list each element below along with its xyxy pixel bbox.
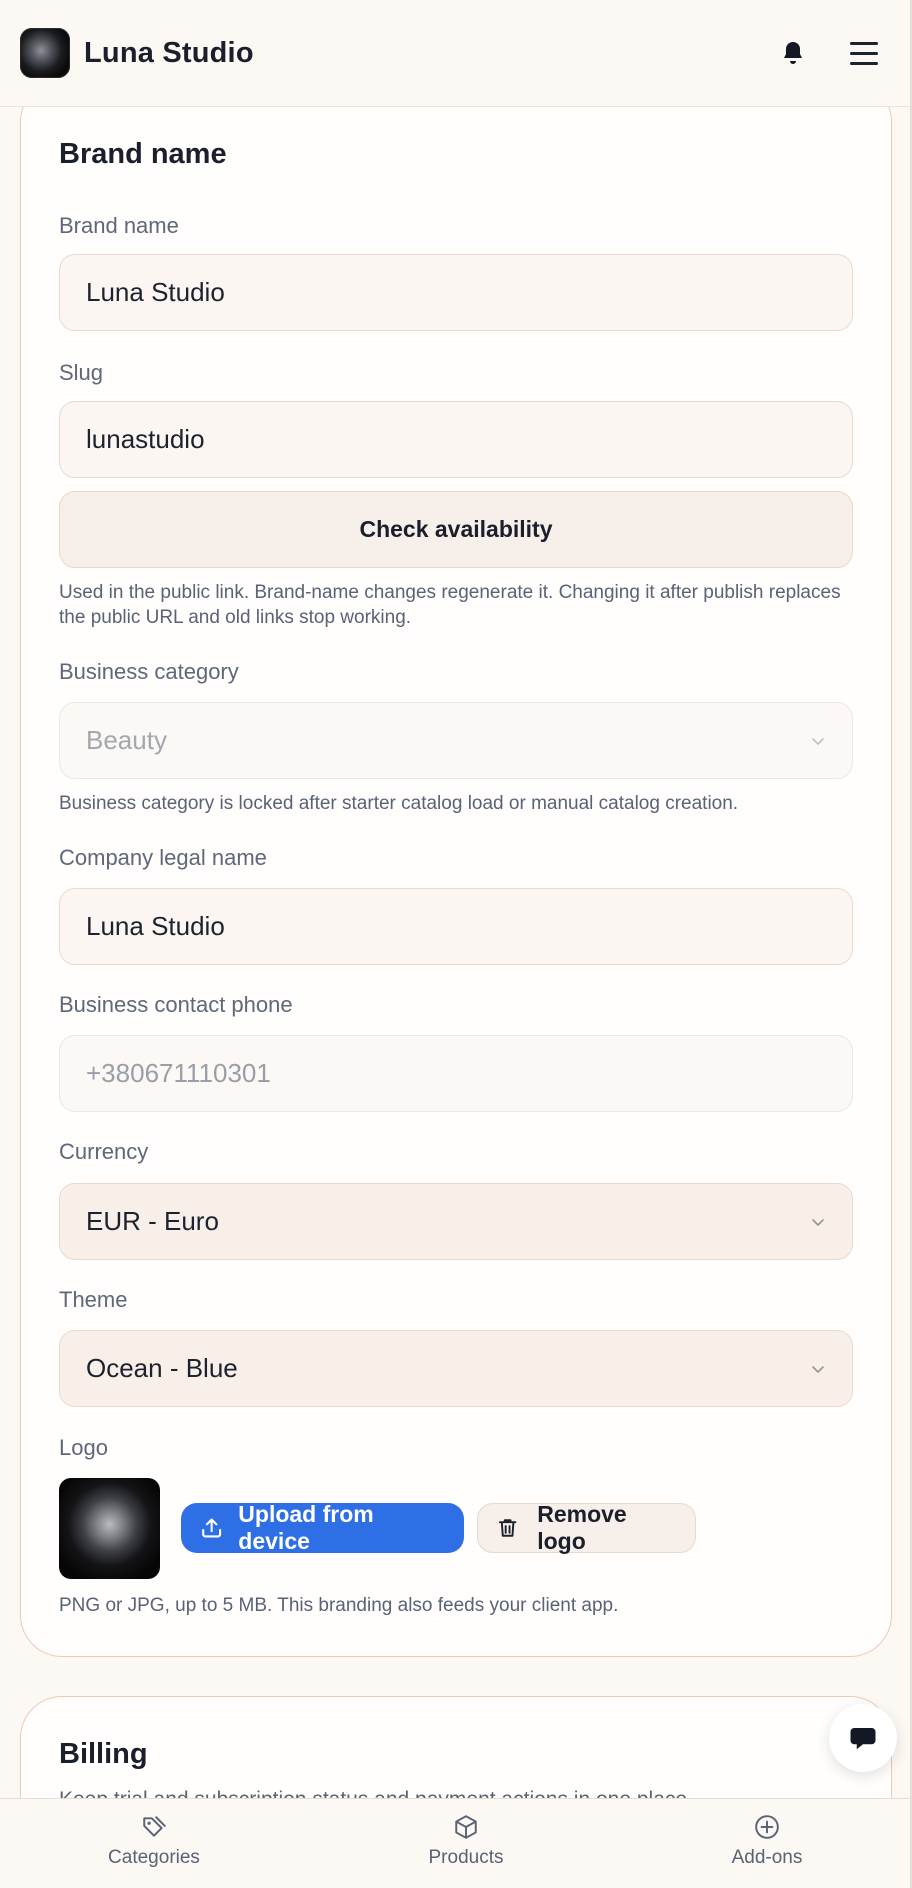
trash-icon: [496, 1516, 519, 1540]
slug-help-text: Used in the public link. Brand-name changes regenerate it. Changing it after publish replaces the public URL and old links stop working.: [59, 582, 841, 628]
nav-label-categories: Categories: [108, 1847, 200, 1868]
brand-name-value: Luna Studio: [86, 277, 225, 307]
bell-icon: [781, 40, 805, 66]
billing-section-title: Billing: [59, 1738, 148, 1770]
nav-item-addons[interactable]: [687, 1799, 847, 1888]
brand-name-label: Brand name: [59, 213, 179, 238]
currency-value: EUR - Euro: [86, 1206, 219, 1236]
menu-button[interactable]: [850, 39, 878, 67]
box-icon: [453, 1814, 479, 1840]
currency-select[interactable]: [59, 1183, 853, 1260]
chevron-down-icon: [810, 733, 826, 749]
upload-button-label: Upload from device: [238, 1501, 374, 1554]
chevron-down-icon: [810, 1361, 826, 1377]
legal-name-label: Company legal name: [59, 845, 267, 870]
legal-name-input[interactable]: [59, 888, 853, 965]
brand-section-title: Brand name: [59, 138, 227, 170]
logo-help-text: PNG or JPG, up to 5 MB. This branding also feeds your client app.: [59, 1595, 619, 1616]
nav-label-addons: Add-ons: [731, 1847, 803, 1868]
nav-item-products[interactable]: [386, 1799, 546, 1888]
upload-from-device-button[interactable]: [181, 1503, 464, 1553]
business-category-select: [59, 702, 853, 779]
check-availability-button[interactable]: Check availability: [59, 491, 853, 568]
chat-button[interactable]: [829, 1704, 897, 1772]
slug-input[interactable]: [59, 401, 853, 478]
logo-label: Logo: [59, 1435, 108, 1460]
legal-name-value: Luna Studio: [86, 911, 225, 941]
contact-phone-input[interactable]: [59, 1035, 853, 1112]
theme-select[interactable]: [59, 1330, 853, 1407]
remove-logo-button[interactable]: [477, 1503, 696, 1553]
app-title: Luna Studio: [84, 36, 254, 69]
currency-label: Currency: [59, 1139, 149, 1164]
nav-item-categories[interactable]: [74, 1799, 234, 1888]
contact-phone-placeholder: +380671110301: [86, 1058, 271, 1088]
menu-icon-bar: [850, 62, 878, 65]
business-category-value: Beauty: [86, 725, 167, 755]
tag-icon: [141, 1814, 167, 1840]
menu-icon: [850, 42, 878, 45]
app-header: [0, 0, 910, 107]
category-help-text: Business category is locked after starter catalog load or manual catalog creation.: [59, 793, 739, 814]
app-logo[interactable]: [20, 28, 70, 78]
chat-icon: [848, 1723, 878, 1753]
upload-icon: [199, 1515, 224, 1541]
slug-label: Slug: [59, 360, 104, 385]
theme-value: Ocean - Blue: [86, 1353, 238, 1383]
menu-icon-bar: [850, 52, 878, 55]
logo-preview-image: [59, 1478, 160, 1579]
slug-value: lunastudio: [86, 424, 205, 454]
business-category-label: Business category: [59, 659, 239, 684]
brand-name-input[interactable]: [59, 254, 853, 331]
plus-circle-icon: [754, 1814, 780, 1840]
bottom-navigation: [0, 1798, 910, 1888]
nav-label-products: Products: [428, 1847, 504, 1868]
remove-button-label: Remove logo: [537, 1501, 627, 1554]
theme-label: Theme: [59, 1287, 128, 1312]
chevron-down-icon: [810, 1214, 826, 1230]
notifications-button[interactable]: [780, 39, 806, 67]
contact-phone-label: Business contact phone: [59, 992, 293, 1017]
